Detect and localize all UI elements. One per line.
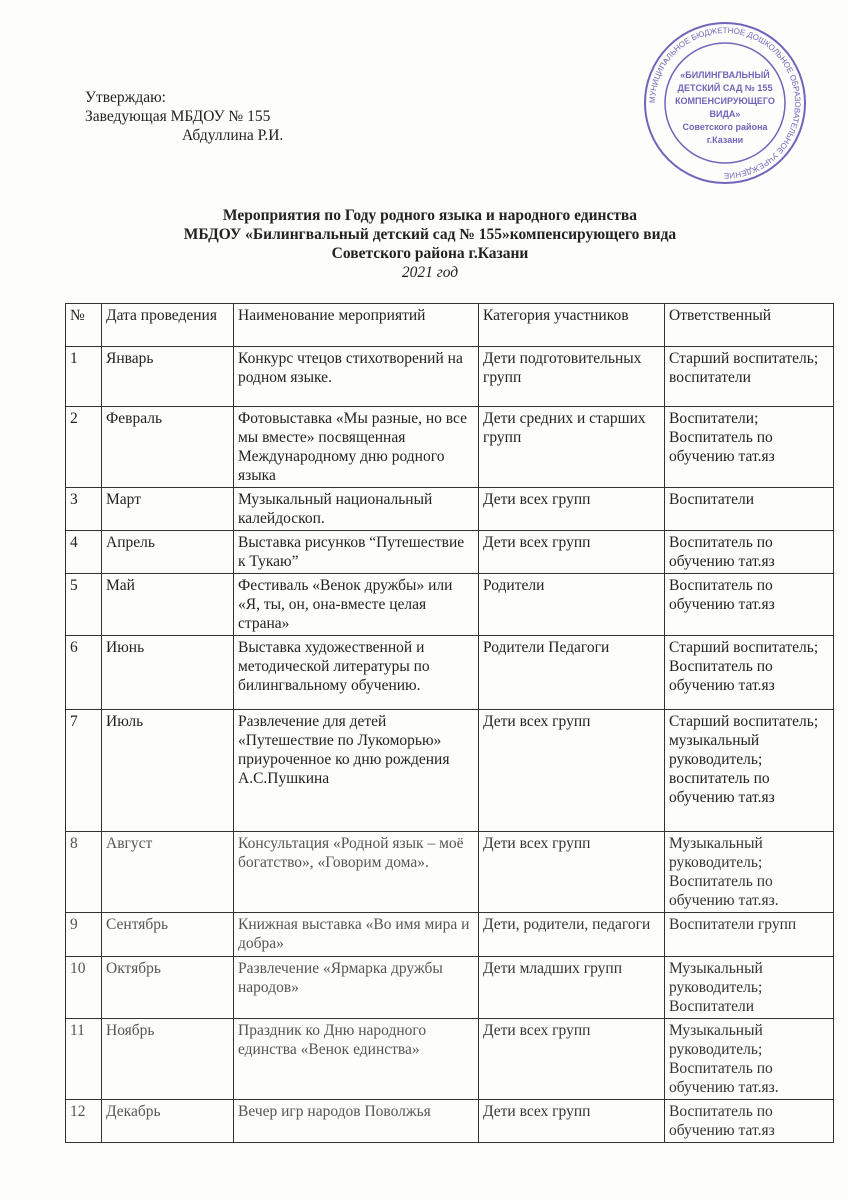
cell-event: Вечер игр народов Поволжья [234,1100,479,1143]
cell-event: Выставка рисунков “Путешествие к Тукаю” [234,531,479,574]
cell-date: Июль [102,710,234,832]
cell-date: Апрель [102,531,234,574]
cell-participants: Дети, родители, педагоги [479,913,665,957]
cell-participants: Дети всех групп [479,531,665,574]
cell-responsible: Воспитатель по обучению тат.яз [665,574,834,636]
svg-text:Советского района: Советского района [682,122,768,132]
cell-responsible: Воспитатели [665,488,834,531]
table-body [66,347,834,1143]
cell-responsible: Музыкальный руководитель; Воспитатель по обучению тат.яз. [665,832,834,913]
table-row [66,347,834,407]
header-number: № [66,304,102,347]
title-line-3: Советского района г.Казани [331,245,529,262]
title-line-2: МБДОУ «Билингвальный детский сад № 155»компенсирующего вида [183,226,677,243]
cell-date: Январь [102,347,234,407]
header-event: Наименование мероприятий [234,304,479,347]
svg-text:г.Казани: г.Казани [706,135,744,145]
table-row [66,488,834,531]
cell-responsible: Музыкальный руководитель; Воспитатель по обучению тат.яз. [665,1019,834,1100]
cell-number: 8 [66,832,102,913]
approval-block [85,88,283,145]
cell-event: Праздник ко Дню народного единства «Венок единства» [234,1019,479,1100]
cell-responsible: Музыкальный руководитель; Воспитатели [665,957,834,1019]
cell-number: 12 [66,1100,102,1143]
cell-number: 9 [66,913,102,957]
cell-participants: Дети всех групп [479,1019,665,1100]
cell-number: 6 [66,636,102,710]
cell-date: Июнь [102,636,234,710]
cell-responsible: Воспитатель по обучению тат.яз [665,531,834,574]
cell-date: Октябрь [102,957,234,1019]
cell-responsible: Воспитатели; Воспитатель по обучению тат.яз [665,407,834,488]
svg-text:ДЕТСКИЙ САД № 155: ДЕТСКИЙ САД № 155 [677,83,773,93]
cell-responsible: Старший воспитатель; Воспитатель по обучению тат.яз [665,636,834,710]
cell-number: 11 [66,1019,102,1100]
approval-label: Утверждаю: [85,89,166,106]
cell-date: Март [102,488,234,531]
header-participants: Категория участников [479,304,665,347]
cell-participants: Дети всех групп [479,710,665,832]
svg-text:КОМПЕНСИРУЮЩЕГО: КОМПЕНСИРУЮЩЕГО [675,96,775,106]
table-row [66,913,834,957]
cell-participants: Дети всех групп [479,488,665,531]
table-row [66,636,834,710]
cell-responsible: Старший воспитатель; воспитатели [665,347,834,407]
approver-name: Абдуллина Р.И. [182,127,284,144]
approver-position: Заведующая МБДОУ № 155 [85,108,271,125]
table-header-row [66,304,834,347]
header-responsible: Ответственный [665,304,834,347]
table-row [66,832,834,913]
table-row [66,531,834,574]
cell-date: Сентябрь [102,913,234,957]
events-table [65,303,834,1143]
cell-event: Консультация «Родной язык – моё богатство», «Говорим дома». [234,832,479,913]
cell-participants: Родители Педагоги [479,636,665,710]
header-date: Дата проведения [102,304,234,347]
table-row [66,1019,834,1100]
cell-event: Развлечение для детей «Путешествие по Лукоморью» приуроченное ко дню рождения А.С.Пушкина [234,710,479,832]
institution-stamp [640,18,810,188]
cell-event: Музыкальный национальный калейдоскоп. [234,488,479,531]
table-row [66,574,834,636]
cell-event: Книжная выставка «Во имя мира и добра» [234,913,479,957]
table-row [66,407,834,488]
cell-number: 4 [66,531,102,574]
title-line-1: Мероприятия по Году родного языка и народного единства [222,207,638,224]
cell-responsible: Воспитатели групп [665,913,834,957]
cell-date: Ноябрь [102,1019,234,1100]
title-year: 2021 год [401,264,459,281]
cell-participants: Дети средних и старших групп [479,407,665,488]
cell-participants: Дети всех групп [479,1100,665,1143]
cell-event: Фотовыставка «Мы разные, но все мы вместе» посвященная Международному дню родного языка [234,407,479,488]
cell-participants: Дети младших групп [479,957,665,1019]
svg-text:«БИЛИНГВАЛЬНЫЙ: «БИЛИНГВАЛЬНЫЙ [680,70,770,80]
cell-event: Развлечение «Ярмарка дружбы народов» [234,957,479,1019]
cell-number: 3 [66,488,102,531]
svg-text:МУНИЦИПАЛЬНОЕ БЮДЖЕТНОЕ ДОШКОЛ: МУНИЦИПАЛЬНОЕ БЮДЖЕТНОЕ ДОШКОЛЬНОЕ ОБРАЗОВАТЕЛЬНОЕ УЧРЕЖДЕНИЕ [647,25,803,181]
cell-number: 10 [66,957,102,1019]
table-row [66,957,834,1019]
cell-date: Август [102,832,234,913]
cell-number: 1 [66,347,102,407]
cell-participants: Родители [479,574,665,636]
cell-number: 7 [66,710,102,832]
cell-event: Выставка художественной и методической литературы по билингвальному обучению. [234,636,479,710]
cell-responsible: Воспитатель по обучению тат.яз [665,1100,834,1143]
cell-date: Май [102,574,234,636]
cell-event: Конкурс чтецов стихотворений на родном языке. [234,347,479,407]
cell-event: Фестиваль «Венок дружбы» или «Я, ты, он, она-вместе целая страна» [234,574,479,636]
table-row [66,1100,834,1143]
table-row [66,710,834,832]
cell-date: Февраль [102,407,234,488]
cell-participants: Дети подготовительных групп [479,347,665,407]
cell-date: Декабрь [102,1100,234,1143]
cell-number: 2 [66,407,102,488]
cell-responsible: Старший воспитатель; музыкальный руководитель; воспитатель по обучению тат.яз [665,710,834,832]
svg-text:ВИДА»: ВИДА» [709,109,741,119]
cell-participants: Дети всех групп [479,832,665,913]
document-title [100,206,760,282]
cell-number: 5 [66,574,102,636]
